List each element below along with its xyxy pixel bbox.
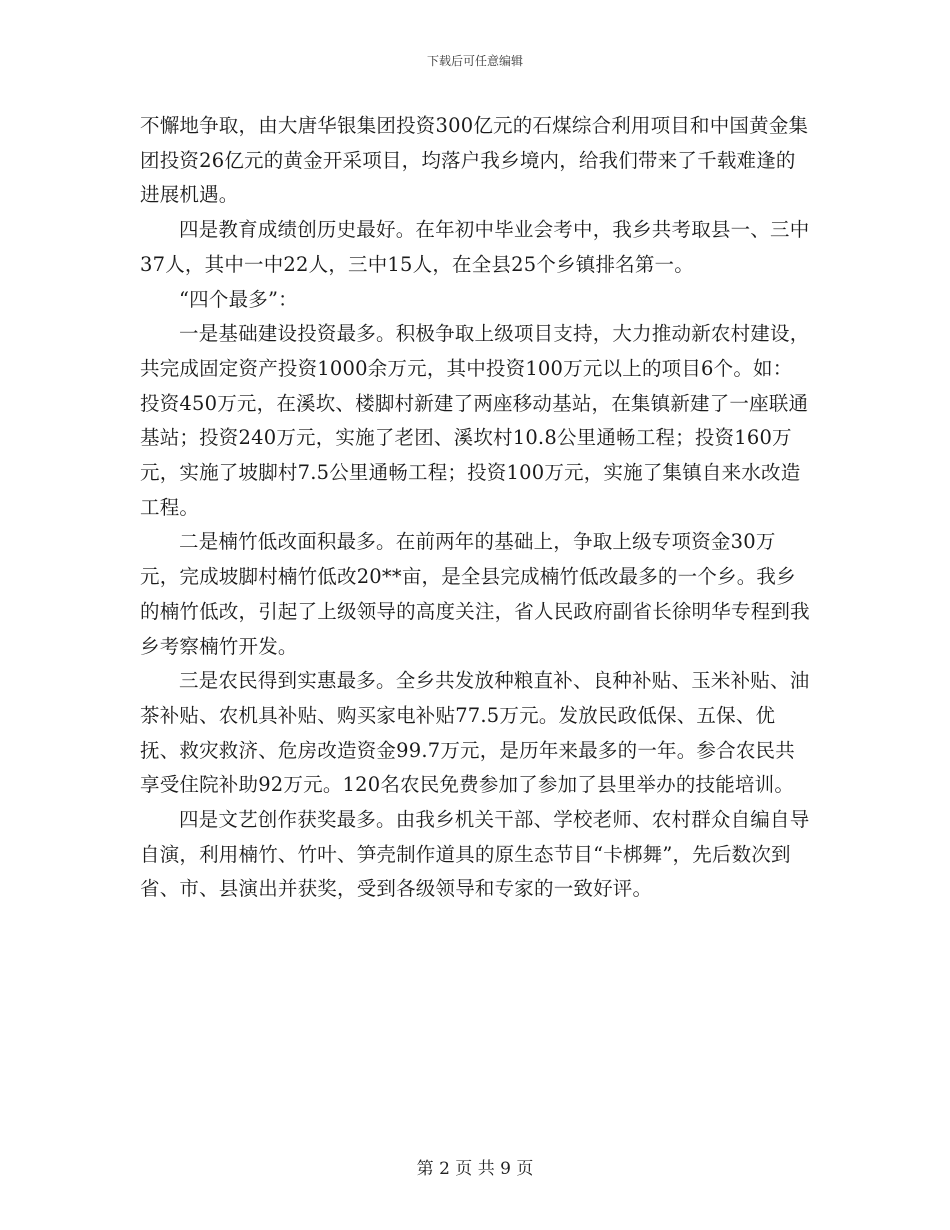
document-body (140, 109, 810, 907)
section-heading-four-most: “四个最多”： (179, 287, 298, 311)
paragraph-bamboo: 二是楠竹低改面积最多。在前两年的基础上，争取上级专项资金30万元，完成坡脚村楠竹低改20**亩，是全县完成楠竹低改最多的一个乡。我乡的楠竹低改，引起了上级领导的高度关注，省人民政府副省长徐明华专程到我乡考察楠竹开发。 (140, 530, 810, 658)
paragraph-education: 四是教育成绩创历史最好。在年初中毕业会考中，我乡共考取县一、三中37人，其中一中22人，三中15人，在全县25个乡镇排名第一。 (140, 218, 810, 276)
page-number-footer: 第 2 页 共 9 页 (416, 1159, 534, 1179)
paragraph-arts-awards: 四是文艺创作获奖最多。由我乡机关干部、学校老师、农村群众自编自导自演，利用楠竹、竹叶、笋壳制作道具的原生态节目“卡梆舞”，先后数次到省、市、县演出并获奖，受到各级领导和专家的一致好评。 (140, 808, 810, 901)
paragraph-infrastructure: 一是基础建设投资最多。积极争取上级项目支持，大力推动新农村建设，共完成固定资产投资1000余万元，其中投资100万元以上的项目6个。如：投资450万元，在溪坎、楼脚村新建了两座移动基站，在集镇新建了一座联通基站；投资240万元，实施了老团、溪坎村10.8公里通畅工程；投资160万元，实施了坡脚村7.5公里通畅工程；投资100万元，实施了集镇自来水改造工程。 (140, 322, 810, 519)
page-header: 下载后可任意编辑 (426, 54, 523, 68)
paragraph-continuation: 不懈地争取，由大唐华银集团投资300亿元的石煤综合利用项目和中国黄金集团投资26亿元的黄金开采项目，均落户我乡境内，给我们带来了千载难逢的进展机遇。 (140, 114, 809, 207)
paragraph-farmer-benefits: 三是农民得到实惠最多。全乡共发放种粮直补、良种补贴、玉米补贴、油茶补贴、农机具补贴、购买家电补贴77.5万元。发放民政低保、五保、优抚、救灾救济、危房改造资金99.7万元，是历年来最多的一年。参合农民共享受住院补助92万元。120名农民免费参加了参加了县里举办的技能培训。 (140, 669, 810, 797)
